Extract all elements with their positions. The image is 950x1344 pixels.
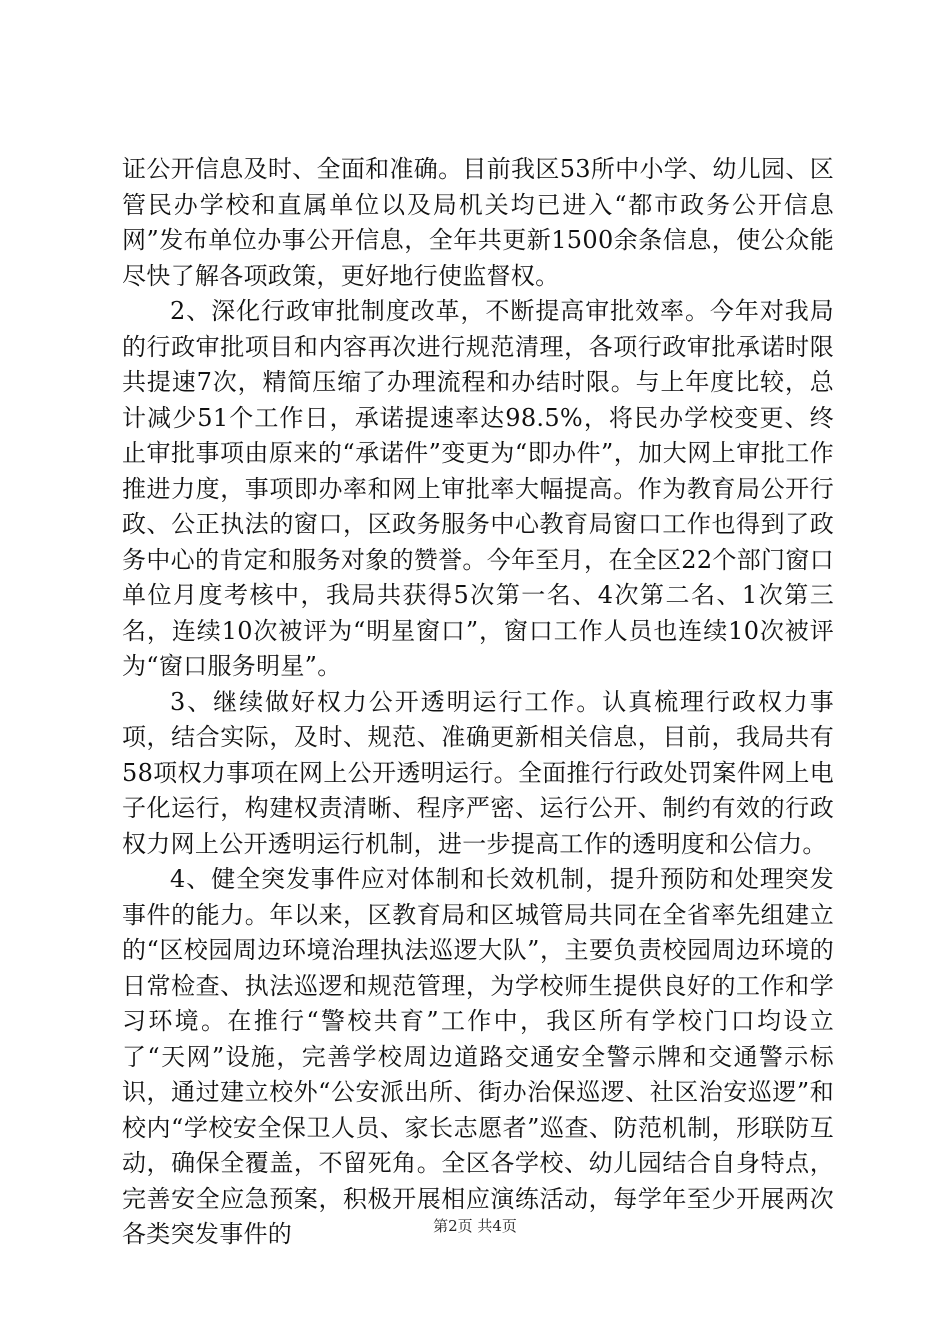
paragraph-approval-reform: 2、深化行政审批制度改革，不断提高审批效率。今年对我局的行政审批项目和内容再次进行规范清理，各项行政审批承诺时限共提速7次，精简压缩了办理流程和办结时限。与上年度比较，总计减少51个工作日，承诺提速率达98.5%，将民办学校变更、终止审批事项由原来的“承诺件”变更为“即办件”，加大网上审批工作推进力度，事项即办率和网上审批率大幅提高。作为教育局公开行政、公正执法的窗口，区政务服务中心教育局窗口工作也得到了政务中心的肯定和服务对象的赞誉。今年至月，在全区22个部门窗口单位月度考核中，我局共获得5次第一名、4次第二名、1次第三名，连续10次被评为“明星窗口”，窗口工作人员也连续10次被评为“窗口服务明星”。 xyxy=(122,297,834,680)
paragraph-continuation: 证公开信息及时、全面和准确。目前我区53所中小学、幼儿园、区管民办学校和直属单位以及局机关均已进入“都市政务公开信息网”发布单位办事公开信息，全年共更新1500余条信息，使公众能尽快了解各项政策，更好地行使监督权。 xyxy=(122,155,834,290)
document-body xyxy=(122,152,834,1253)
paragraph-power-transparency: 3、继续做好权力公开透明运行工作。认真梳理行政权力事项，结合实际，及时、规范、准确更新相关信息，目前，我局共有58项权力事项在网上公开透明运行。全面推行行政处罚案件网上电子化运行，构建权责清晰、程序严密、运行公开、制约有效的行政权力网上公开透明运行机制，进一步提高工作的透明度和公信力。 xyxy=(122,687,834,858)
paragraph-emergency-mechanism: 4、健全突发事件应对体制和长效机制，提升预防和处理突发事件的能力。年以来，区教育局和区城管局共同在全省率先组建立的“区校园周边环境治理执法巡逻大队”，主要负责校园周边环境的日常检查、执法巡逻和规范管理，为学校师生提供良好的工作和学习环境。在推行“警校共育”工作中，我区所有学校门口均设立了“天网”设施，完善学校周边道路交通安全警示牌和交通警示标识，通过建立校外“公安派出所、街办治保巡逻、社区治安巡逻”和校内“学校安全保卫人员、家长志愿者”巡查、防范机制，形联防互动，确保全覆盖，不留死角。全区各学校、幼儿园结合自身特点，完善安全应急预案，积极开展相应演练活动，每学年至少开展两次各类突发事件的 xyxy=(122,865,834,1248)
page-number-footer: 第2页 共4页 xyxy=(433,1217,517,1235)
